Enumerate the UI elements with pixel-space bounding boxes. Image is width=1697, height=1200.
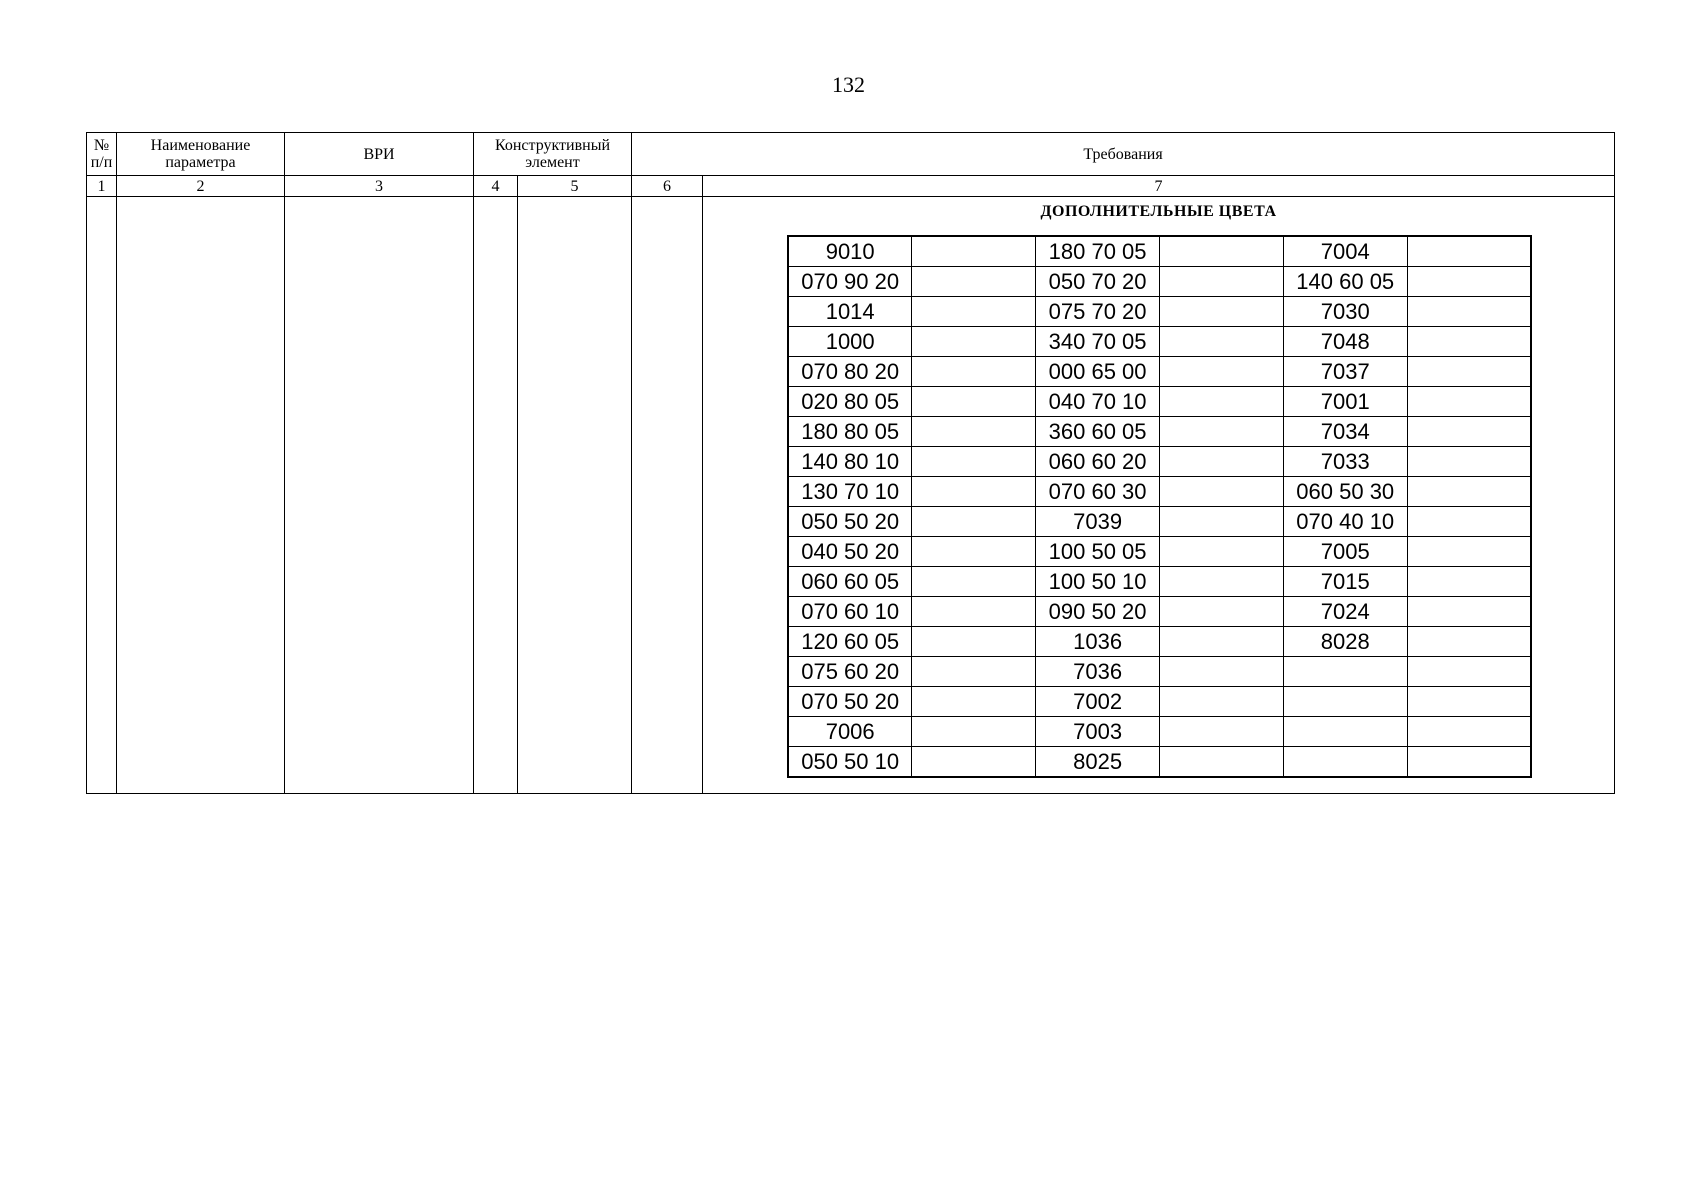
color-code-cell xyxy=(912,597,1036,627)
color-code-cell xyxy=(1407,507,1531,537)
color-row xyxy=(788,267,1531,297)
color-row xyxy=(788,657,1531,687)
body-cell xyxy=(518,197,632,794)
color-code-cell: 130 70 10 xyxy=(788,477,912,507)
color-code-cell: 060 60 05 xyxy=(788,567,912,597)
color-code-cell: 1000 xyxy=(788,327,912,357)
color-code-cell: 050 50 10 xyxy=(788,747,912,778)
color-code-cell: 180 80 05 xyxy=(788,417,912,447)
color-code-cell: 7003 xyxy=(1036,717,1160,747)
body-cell xyxy=(285,197,474,794)
color-code-cell: 7037 xyxy=(1283,357,1407,387)
column-number: 5 xyxy=(518,176,632,197)
color-code-cell xyxy=(1160,627,1284,657)
color-code-cell xyxy=(1407,236,1531,267)
color-code-cell: 1014 xyxy=(788,297,912,327)
color-code-cell xyxy=(1407,657,1531,687)
color-code-cell xyxy=(1160,297,1284,327)
color-code-cell xyxy=(912,447,1036,477)
header-vri: ВРИ xyxy=(285,133,474,176)
color-code-cell xyxy=(1160,657,1284,687)
color-code-cell xyxy=(1160,236,1284,267)
color-code-cell xyxy=(912,297,1036,327)
body-row xyxy=(87,197,1615,794)
color-code-cell xyxy=(1160,597,1284,627)
color-code-cell: 050 70 20 xyxy=(1036,267,1160,297)
color-code-cell xyxy=(912,537,1036,567)
color-code-cell xyxy=(1160,717,1284,747)
color-code-cell xyxy=(1407,417,1531,447)
color-code-cell xyxy=(912,417,1036,447)
color-code-cell: 7048 xyxy=(1283,327,1407,357)
color-code-cell xyxy=(1283,687,1407,717)
color-code-cell xyxy=(1160,687,1284,717)
color-code-cell: 7006 xyxy=(788,717,912,747)
color-code-cell xyxy=(1160,747,1284,778)
color-code-cell: 7004 xyxy=(1283,236,1407,267)
color-code-cell xyxy=(1160,327,1284,357)
color-code-cell xyxy=(1407,567,1531,597)
color-code-cell xyxy=(1160,567,1284,597)
color-code-cell: 7039 xyxy=(1036,507,1160,537)
color-code-cell xyxy=(1407,297,1531,327)
color-code-cell: 060 60 20 xyxy=(1036,447,1160,477)
body-cell xyxy=(474,197,518,794)
column-number: 7 xyxy=(703,176,1615,197)
color-code-cell: 070 80 20 xyxy=(788,357,912,387)
color-code-cell xyxy=(1160,537,1284,567)
color-row xyxy=(788,447,1531,477)
color-code-cell xyxy=(912,387,1036,417)
color-row xyxy=(788,387,1531,417)
color-code-cell xyxy=(1407,687,1531,717)
color-code-cell: 7034 xyxy=(1283,417,1407,447)
color-code-cell: 050 50 20 xyxy=(788,507,912,537)
color-code-cell: 000 65 00 xyxy=(1036,357,1160,387)
color-row xyxy=(788,627,1531,657)
color-code-cell: 120 60 05 xyxy=(788,627,912,657)
color-code-cell xyxy=(1407,357,1531,387)
color-code-cell: 7015 xyxy=(1283,567,1407,597)
color-row xyxy=(788,327,1531,357)
page-number: 132 xyxy=(832,72,865,97)
color-code-cell xyxy=(912,477,1036,507)
requirements-cell xyxy=(703,197,1615,794)
body-cell xyxy=(87,197,117,794)
column-number: 3 xyxy=(285,176,474,197)
color-code-cell xyxy=(912,657,1036,687)
color-code-cell: 040 70 10 xyxy=(1036,387,1160,417)
color-code-cell xyxy=(1160,387,1284,417)
body-cell xyxy=(117,197,285,794)
color-code-cell: 140 80 10 xyxy=(788,447,912,477)
color-code-cell: 090 50 20 xyxy=(1036,597,1160,627)
color-code-cell xyxy=(1407,327,1531,357)
color-code-cell xyxy=(1407,267,1531,297)
color-code-cell xyxy=(912,747,1036,778)
color-row xyxy=(788,236,1531,267)
column-number: 2 xyxy=(117,176,285,197)
color-code-cell xyxy=(1160,417,1284,447)
color-code-cell xyxy=(1160,477,1284,507)
color-code-cell xyxy=(1407,627,1531,657)
color-code-cell: 340 70 05 xyxy=(1036,327,1160,357)
color-code-cell xyxy=(1160,447,1284,477)
color-code-cell: 8028 xyxy=(1283,627,1407,657)
column-number-row xyxy=(87,176,1615,197)
color-code-cell xyxy=(1283,657,1407,687)
column-number: 1 xyxy=(87,176,117,197)
color-code-cell xyxy=(1407,447,1531,477)
color-row xyxy=(788,717,1531,747)
color-code-cell: 7024 xyxy=(1283,597,1407,627)
color-code-cell xyxy=(912,717,1036,747)
color-code-cell xyxy=(1407,597,1531,627)
color-code-cell xyxy=(1160,267,1284,297)
color-code-cell xyxy=(1283,717,1407,747)
color-code-cell: 140 60 05 xyxy=(1283,267,1407,297)
color-code-cell: 1036 xyxy=(1036,627,1160,657)
color-code-cell: 075 70 20 xyxy=(1036,297,1160,327)
color-code-cell xyxy=(912,327,1036,357)
color-code-cell: 100 50 10 xyxy=(1036,567,1160,597)
color-code-cell: 9010 xyxy=(788,236,912,267)
color-code-cell xyxy=(912,627,1036,657)
color-code-cell: 075 60 20 xyxy=(788,657,912,687)
color-code-cell xyxy=(1160,507,1284,537)
colors-grid xyxy=(787,235,1532,778)
color-code-cell: 070 90 20 xyxy=(788,267,912,297)
color-row xyxy=(788,417,1531,447)
color-code-cell: 8025 xyxy=(1036,747,1160,778)
header-row xyxy=(87,133,1615,176)
additional-colors-title: ДОПОЛНИТЕЛЬНЫЕ ЦВЕТА xyxy=(1040,203,1277,220)
color-code-cell: 040 50 20 xyxy=(788,537,912,567)
color-code-cell: 7033 xyxy=(1283,447,1407,477)
color-row xyxy=(788,477,1531,507)
color-code-cell: 070 60 30 xyxy=(1036,477,1160,507)
color-code-cell: 180 70 05 xyxy=(1036,236,1160,267)
body-cell xyxy=(632,197,703,794)
color-row xyxy=(788,357,1531,387)
color-code-cell xyxy=(1407,387,1531,417)
color-code-cell: 100 50 05 xyxy=(1036,537,1160,567)
color-code-cell: 060 50 30 xyxy=(1283,477,1407,507)
color-code-cell xyxy=(1407,717,1531,747)
header-requirements: Требования xyxy=(632,133,1615,176)
color-row xyxy=(788,597,1531,627)
color-code-cell: 7001 xyxy=(1283,387,1407,417)
color-code-cell: 360 60 05 xyxy=(1036,417,1160,447)
color-code-cell: 7005 xyxy=(1283,537,1407,567)
color-row xyxy=(788,507,1531,537)
color-row xyxy=(788,747,1531,778)
header-param: Наименование параметра xyxy=(117,133,285,176)
color-code-cell xyxy=(1407,477,1531,507)
column-number: 4 xyxy=(474,176,518,197)
color-code-cell xyxy=(1160,357,1284,387)
color-code-cell xyxy=(1407,537,1531,567)
color-code-cell xyxy=(912,236,1036,267)
color-code-cell xyxy=(912,687,1036,717)
color-code-cell xyxy=(912,267,1036,297)
color-code-cell xyxy=(912,507,1036,537)
color-row xyxy=(788,537,1531,567)
color-code-cell: 070 40 10 xyxy=(1283,507,1407,537)
color-code-cell: 070 50 20 xyxy=(788,687,912,717)
header-no: № п/п xyxy=(87,133,117,176)
requirements-table xyxy=(86,132,1615,794)
color-code-cell xyxy=(1407,747,1531,778)
color-code-cell xyxy=(912,357,1036,387)
color-code-cell: 020 80 05 xyxy=(788,387,912,417)
color-code-cell: 7036 xyxy=(1036,657,1160,687)
color-row xyxy=(788,687,1531,717)
header-element: Конструктивный элемент xyxy=(474,133,632,176)
color-row xyxy=(788,567,1531,597)
color-code-cell: 070 60 10 xyxy=(788,597,912,627)
color-code-cell xyxy=(912,567,1036,597)
color-code-cell: 7002 xyxy=(1036,687,1160,717)
color-code-cell xyxy=(1283,747,1407,778)
column-number: 6 xyxy=(632,176,703,197)
color-code-cell: 7030 xyxy=(1283,297,1407,327)
color-row xyxy=(788,297,1531,327)
